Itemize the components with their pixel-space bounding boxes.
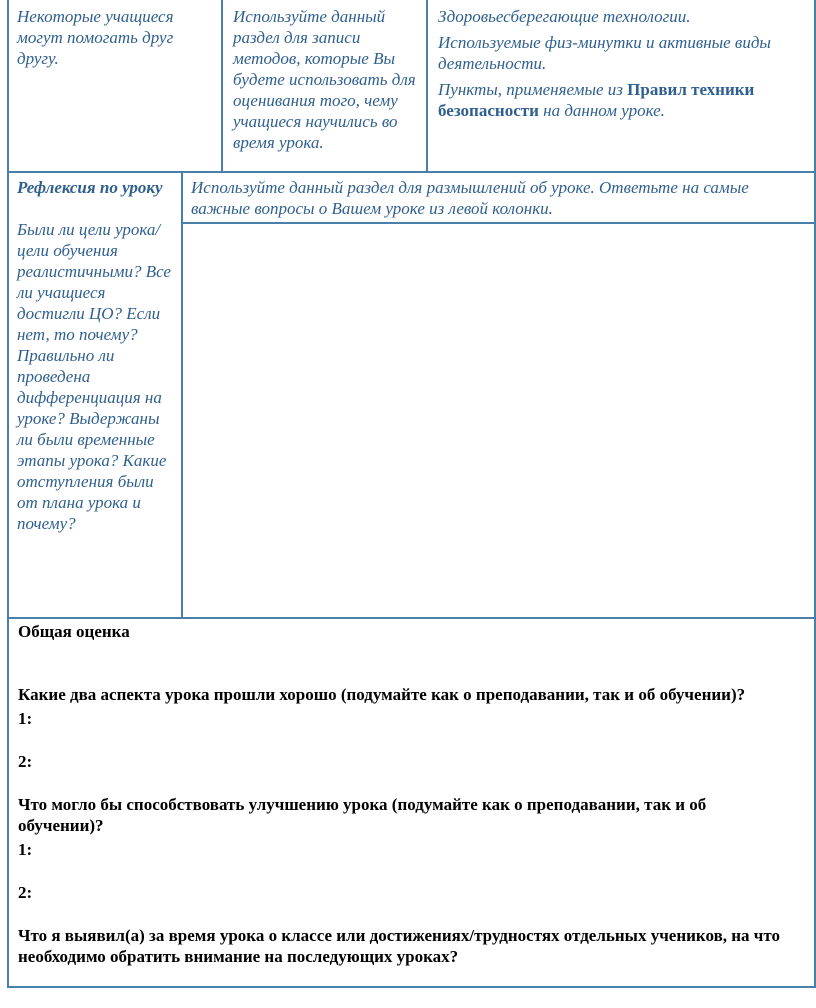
reflection-questions-cell xyxy=(7,173,183,619)
safety-rules-bold: Правил техники безопасности xyxy=(438,80,755,120)
improvement-item-2: 2: xyxy=(18,883,33,902)
question-improvement: Что могло бы способствовать улучшению урока (подумайте как о преподавании, так и об обучении)? xyxy=(18,795,707,835)
safety-rules-text xyxy=(438,79,806,121)
reflection-questions: Были ли цели урока/цели обучения реалистичными? Все ли учащиеся достигли ЦО? Если нет, то почему? Правильно ли проведена дифференциация на уроке? Выдержаны ли были временные этапы урока? Какие отступления были от плана урока и почему? xyxy=(17,220,171,533)
question-class-insights: Что я выявил(а) за время урока о классе или достижениях/трудностях отдельных учеников, на что необходимо обратить внимание на последующих уроках? xyxy=(18,926,781,966)
safety-rules-prefix: Пункты, применяемые из xyxy=(438,80,628,99)
reflection-instruction-cell xyxy=(181,173,816,224)
lesson-plan-table xyxy=(7,0,816,988)
top-row-cell-3 xyxy=(426,0,816,173)
peer-help-note: Некоторые учащиеся могут помогать друг другу. xyxy=(17,7,174,68)
overall-assessment-section xyxy=(7,617,816,988)
safety-rules-suffix: на данном уроке. xyxy=(538,101,665,120)
improvement-item-1: 1: xyxy=(18,840,33,859)
went-well-item-1: 1: xyxy=(18,709,33,728)
assessment-methods-note: Используйте данный раздел для записи методов, которые Вы будете использовать для оценивания того, чему учащиеся научились во время урока. xyxy=(233,7,416,152)
went-well-item-2: 2: xyxy=(18,752,33,771)
top-row-cell-1 xyxy=(7,0,223,173)
health-technologies-text: Здоровьесберегающие технологии. xyxy=(438,7,691,26)
question-went-well: Какие два аспекта урока прошли хорошо (подумайте как о преподавании, так и об обучении)? xyxy=(18,685,746,704)
reflection-answer-area[interactable] xyxy=(181,222,816,619)
reflection-title: Рефлексия по уроку xyxy=(17,178,163,197)
reflection-instruction: Используйте данный раздел для размышлений об уроке. Ответьте на самые важные вопросы о Вашем уроке из левой колонки. xyxy=(191,178,749,218)
physical-minutes-text: Используемые физ-минутки и активные виды деятельности. xyxy=(438,33,771,73)
top-row-cell-2 xyxy=(221,0,428,173)
overall-assessment-title: Общая оценка xyxy=(18,622,130,641)
